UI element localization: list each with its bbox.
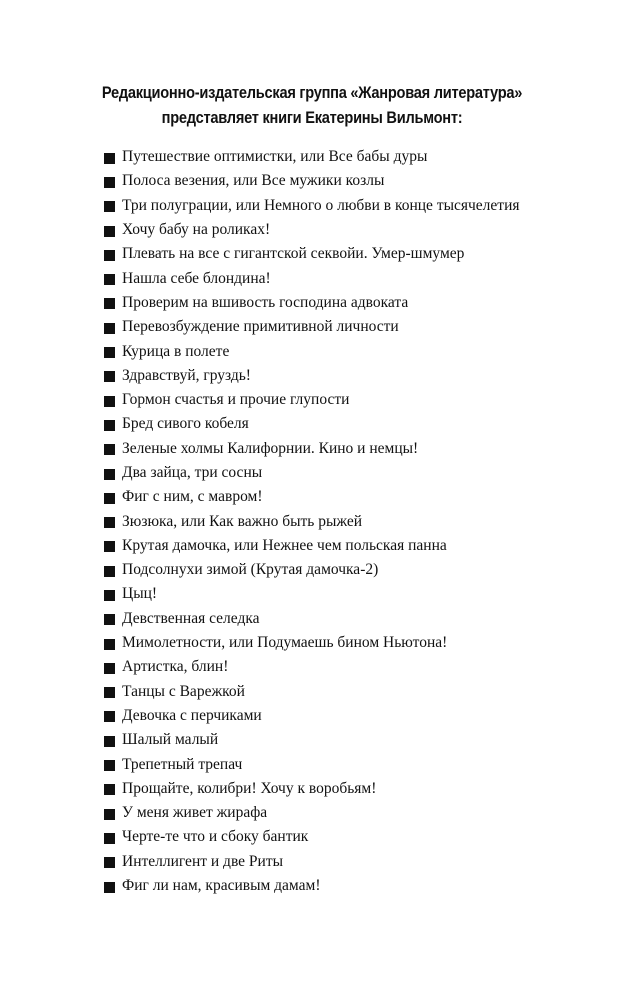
square-bullet-icon [104, 711, 115, 722]
square-bullet-icon [104, 857, 115, 868]
list-item [104, 364, 604, 388]
square-bullet-icon [104, 541, 115, 552]
book-title: Девственная селедка [122, 609, 260, 627]
square-bullet-icon [104, 274, 115, 285]
square-bullet-icon [104, 396, 115, 407]
square-bullet-icon [104, 663, 115, 674]
list-item [104, 315, 604, 339]
square-bullet-icon [104, 347, 115, 358]
square-bullet-icon [104, 809, 115, 820]
list-item [104, 485, 604, 509]
book-title: Шалый малый [122, 731, 219, 749]
book-list [104, 145, 604, 898]
list-item [104, 339, 604, 363]
book-title: Путешествие оптимистки, или Все бабы дуры [122, 148, 428, 166]
book-title: Фиг ли нам, красивым дамам! [122, 877, 321, 895]
square-bullet-icon [104, 298, 115, 309]
book-title: У меня живет жирафа [122, 804, 268, 822]
book-title: Фиг с ним, с мавром! [122, 488, 263, 506]
square-bullet-icon [104, 784, 115, 795]
square-bullet-icon [104, 371, 115, 382]
book-title: Цыц! [122, 585, 158, 603]
square-bullet-icon [104, 469, 115, 480]
list-item [104, 801, 604, 825]
square-bullet-icon [104, 153, 115, 164]
square-bullet-icon [104, 493, 115, 504]
book-title: Танцы с Варежкой [122, 682, 245, 700]
square-bullet-icon [104, 177, 115, 188]
list-item [104, 266, 604, 290]
book-title: Перевозбуждение примитивной личности [122, 318, 399, 336]
list-item [104, 704, 604, 728]
book-title: Хочу бабу на роликах! [122, 221, 271, 239]
book-title: Два зайца, три сосны [122, 464, 263, 481]
list-item [104, 437, 604, 461]
square-bullet-icon [104, 323, 115, 334]
book-title: Девочка с перчиками [122, 706, 262, 724]
list-item [104, 825, 604, 849]
list-item [104, 680, 604, 704]
square-bullet-icon [104, 639, 115, 650]
book-title: Бред сивого кобеля [122, 415, 249, 433]
book-title: Черте-те что и сбоку бантик [122, 828, 309, 846]
list-item [104, 655, 604, 679]
list-item [104, 194, 604, 218]
list-item [104, 874, 604, 898]
book-title: Подсолнухи зимой (Крутая дамочка-2) [122, 561, 379, 579]
square-bullet-icon [104, 687, 115, 698]
book-title: Курица в полете [122, 342, 230, 360]
square-bullet-icon [104, 760, 115, 771]
list-item [104, 582, 604, 606]
square-bullet-icon [104, 420, 115, 431]
square-bullet-icon [104, 614, 115, 625]
square-bullet-icon [104, 882, 115, 893]
list-item [104, 242, 604, 266]
square-bullet-icon [104, 444, 115, 455]
list-item [104, 777, 604, 801]
book-title: Гормон счастья и прочие глупости [122, 391, 350, 409]
book-title: Зеленые холмы Калифорнии. Кино и немцы! [122, 439, 419, 457]
book-title: Проверим на вшивость господина адвоката [122, 293, 409, 311]
square-bullet-icon [104, 201, 115, 212]
list-item [104, 218, 604, 242]
book-title: Мимолетности, или Подумаешь бином Ньютона! [122, 634, 448, 652]
book-title: Полоса везения, или Все мужики козлы [122, 172, 385, 190]
list-item [104, 607, 604, 631]
square-bullet-icon [104, 736, 115, 747]
book-title: Артистка, блин! [122, 658, 229, 676]
list-item [104, 461, 604, 485]
book-title: Три полуграции, или Немного о любви в конце тысячелетия [122, 196, 520, 214]
list-item [104, 412, 604, 436]
square-bullet-icon [104, 517, 115, 528]
book-title: Интеллигент и две Риты [122, 852, 284, 870]
heading-line-1: Редакционно-издательская группа «Жанровая литература» [101, 83, 523, 102]
square-bullet-icon [104, 226, 115, 237]
list-item [104, 169, 604, 193]
book-title: Зюзюка, или Как важно быть рыжей [122, 512, 363, 530]
list-item [104, 850, 604, 874]
list-item [104, 631, 604, 655]
square-bullet-icon [104, 566, 115, 577]
book-title: Нашла себе блондина! [122, 269, 271, 287]
heading-line-2: представляет книги Екатерины Вильмонт: [161, 108, 463, 127]
square-bullet-icon [104, 590, 115, 601]
list-item [104, 145, 604, 169]
list-item [104, 534, 604, 558]
list-item [104, 388, 604, 412]
book-title: Трепетный трепач [122, 755, 243, 773]
list-item [104, 291, 604, 315]
book-title: Прощайте, колибри! Хочу к воробьям! [122, 779, 377, 797]
list-item [104, 558, 604, 582]
list-item [104, 752, 604, 776]
book-title: Крутая дамочка, или Нежнее чем польская панна [122, 536, 447, 554]
square-bullet-icon [104, 250, 115, 261]
square-bullet-icon [104, 833, 115, 844]
list-item [104, 509, 604, 533]
list-item [104, 728, 604, 752]
book-title: Плевать на все с гигантской секвойи. Умер-шмумер [122, 245, 465, 263]
book-title: Здравствуй, груздь! [122, 366, 251, 384]
page-heading [44, 80, 581, 130]
